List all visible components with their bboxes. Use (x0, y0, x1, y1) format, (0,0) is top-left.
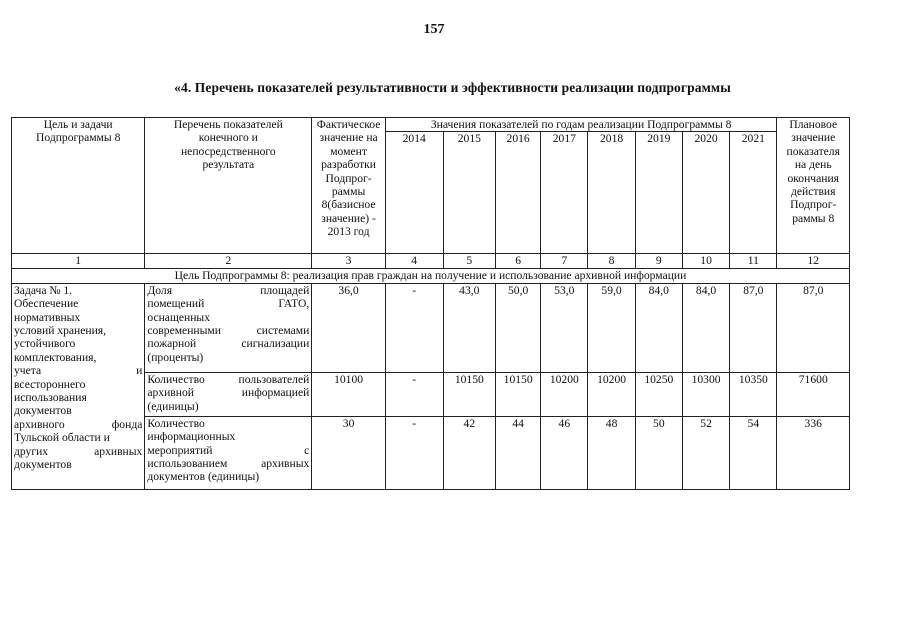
indicator-line: архивной информацией (147, 386, 310, 400)
year-value: 42 (443, 416, 496, 489)
header-base-line: Подпрог- (325, 171, 372, 185)
header-base-line: значение на (319, 131, 378, 145)
year-value: 10350 (730, 372, 777, 416)
indicator-line: современными системами (147, 324, 310, 338)
year-value: 84,0 (682, 283, 729, 372)
year-value: 50 (635, 416, 682, 489)
header-plan-line: на день (794, 158, 832, 172)
column-number: 5 (443, 254, 496, 268)
column-number: 2 (145, 254, 312, 268)
year-value: 10200 (588, 372, 635, 416)
year-value: 10250 (635, 372, 682, 416)
header-base-line: 2013 год (327, 225, 370, 239)
year-value: 50,0 (496, 283, 541, 372)
header-row-1 (12, 118, 850, 132)
task-line: других архивных (14, 444, 143, 458)
header-base-line: момент (330, 144, 367, 158)
year-header: 2020 (682, 132, 729, 254)
header-base-value-cell (312, 118, 386, 254)
task-line: документов (14, 458, 72, 472)
year-header: 2017 (541, 132, 588, 254)
year-header: 2015 (443, 132, 496, 254)
indicators-table (11, 117, 850, 490)
plan-value: 87,0 (777, 283, 850, 372)
header-plan-line: раммы 8 (792, 211, 835, 225)
goal-row (12, 268, 850, 283)
task-line: учета и (14, 364, 143, 378)
header-goal-line: Цель и задачи (43, 118, 113, 131)
task-line: Тульской области и (14, 431, 110, 445)
header-plan-line: Подпрог- (790, 198, 837, 212)
column-number: 11 (730, 254, 777, 268)
header-plan-line: Плановое (789, 118, 838, 131)
year-value: 84,0 (635, 283, 682, 372)
indicator-line: (единицы) (147, 399, 199, 413)
task-line: использования (14, 391, 87, 405)
goal-text: Цель Подпрограммы 8: реализация прав граждан на получение и использование архивной информации (12, 268, 850, 283)
year-value: - (385, 283, 443, 372)
header-base-line: 8(базисное (321, 198, 376, 212)
indicator-line: пожарной сигнализации (147, 337, 310, 351)
task-line: условий хранения, (14, 324, 107, 338)
header-plan-line: действия (791, 185, 836, 199)
year-header: 2019 (635, 132, 682, 254)
header-plan-line: значение (791, 131, 836, 145)
header-plan-line: показателя (786, 144, 840, 158)
indicator-line: документов (единицы) (147, 470, 260, 484)
year-value: - (385, 416, 443, 489)
year-header: 2018 (588, 132, 635, 254)
year-value: 87,0 (730, 283, 777, 372)
column-number: 3 (312, 254, 386, 268)
year-value: 10200 (541, 372, 588, 416)
indicator-cell (145, 283, 312, 372)
column-number: 10 (682, 254, 729, 268)
indicator-line: Количество пользователей (147, 372, 310, 386)
column-number: 9 (635, 254, 682, 268)
year-header: 2016 (496, 132, 541, 254)
task-line: Задача № 1. (14, 283, 73, 297)
indicator-line: мероприятий с (147, 443, 310, 457)
task-line: документов (14, 404, 72, 418)
indicator-cell (145, 416, 312, 489)
year-value: - (385, 372, 443, 416)
header-plan-line: окончания (787, 171, 840, 185)
page-number: 157 (423, 22, 445, 37)
task-line: Обеспечение (14, 297, 79, 311)
task-line: нормативных (14, 310, 81, 324)
header-base-line: Фактическое (316, 118, 381, 131)
year-value: 10300 (682, 372, 729, 416)
header-indicator-line: непосредственного (180, 144, 276, 158)
header-indicator-line: конечного и (198, 131, 258, 145)
year-value: 53,0 (541, 283, 588, 372)
year-value: 48 (588, 416, 635, 489)
header-goal-cell (12, 118, 145, 254)
column-number: 8 (588, 254, 635, 268)
document-title: «4. Перечень показателей результативности и эффективности реализации подпрограммы (174, 80, 731, 95)
year-value: 54 (730, 416, 777, 489)
indicator-line: (проценты) (147, 350, 204, 364)
indicator-line: помещений ГАТО, (147, 297, 310, 311)
indicator-line: Доля площадей (147, 283, 310, 297)
column-number: 1 (12, 254, 145, 268)
column-number: 4 (385, 254, 443, 268)
task-line: комплектования, (14, 350, 97, 364)
year-value: 46 (541, 416, 588, 489)
column-number: 6 (496, 254, 541, 268)
base-value: 30 (312, 416, 386, 489)
indicator-line: Количество (147, 416, 205, 430)
column-number: 7 (541, 254, 588, 268)
header-indicator-line: результата (202, 158, 255, 172)
header-base-line: значение) - (321, 211, 376, 225)
header-indicator-line: Перечень показателей (173, 118, 283, 131)
indicator-cell (145, 372, 312, 416)
year-value: 10150 (443, 372, 496, 416)
header-base-line: разработки (321, 158, 377, 172)
indicator-line: информационных (147, 430, 236, 444)
header-indicator-cell (145, 118, 312, 254)
table-row (12, 283, 850, 372)
header-years-group: Значения показателей по годам реализации Подпрограммы 8 (385, 118, 777, 132)
base-value: 36,0 (312, 283, 386, 372)
year-value: 52 (682, 416, 729, 489)
header-base-line: раммы (331, 185, 366, 199)
task-line: всестороннего (14, 377, 86, 391)
year-header: 2014 (385, 132, 443, 254)
plan-value: 336 (777, 416, 850, 489)
task-cell (12, 283, 145, 489)
year-value: 44 (496, 416, 541, 489)
year-value: 10150 (496, 372, 541, 416)
base-value: 10100 (312, 372, 386, 416)
year-header: 2021 (730, 132, 777, 254)
indicator-line: оснащенных (147, 310, 211, 324)
indicator-line: использованием архивных (147, 457, 310, 471)
task-line: архивного фонда (14, 417, 143, 431)
year-value: 43,0 (443, 283, 496, 372)
task-line: устойчивого (14, 337, 76, 351)
column-number-row (12, 254, 850, 268)
year-value: 59,0 (588, 283, 635, 372)
plan-value: 71600 (777, 372, 850, 416)
header-goal-line: Подпрограммы 8 (35, 131, 121, 145)
header-plan-cell (777, 118, 850, 254)
column-number: 12 (777, 254, 850, 268)
